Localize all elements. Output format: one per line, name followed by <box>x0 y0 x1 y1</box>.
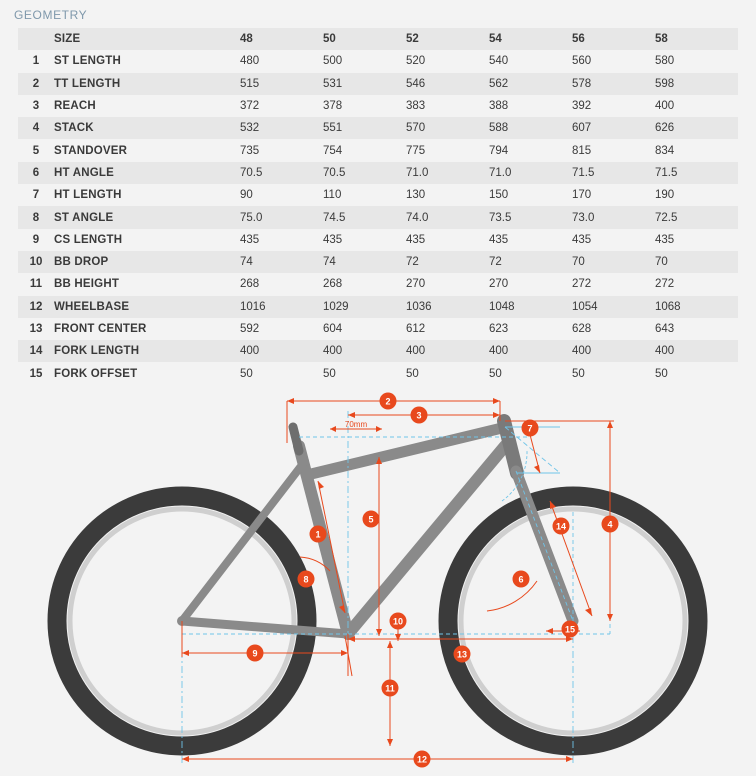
row-label: TT LENGTH <box>54 73 240 95</box>
table-row <box>18 206 738 228</box>
row-value: 70 <box>655 251 738 273</box>
row-num: 8 <box>18 206 54 228</box>
table-row <box>18 318 738 340</box>
row-value: 546 <box>406 73 489 95</box>
row-label: BB DROP <box>54 251 240 273</box>
row-label: BB HEIGHT <box>54 278 120 291</box>
row-num: 10 <box>18 251 54 273</box>
row-value: 794 <box>489 144 509 157</box>
row-value: 1048 <box>489 296 572 318</box>
row-value: 400 <box>489 340 572 362</box>
row-value: 383 <box>406 100 426 113</box>
row-value: 71.0 <box>406 162 489 184</box>
row-value: 50 <box>489 367 502 380</box>
row-value: 50 <box>323 367 336 380</box>
callout-label: 10 <box>392 616 404 627</box>
geometry-table <box>18 28 738 385</box>
table-row <box>18 251 738 273</box>
row-label: WHEELBASE <box>54 296 240 318</box>
row-value: 520 <box>406 55 426 68</box>
row-label: CS LENGTH <box>54 233 123 246</box>
row-value: 74.5 <box>323 206 406 228</box>
row-value: 71.0 <box>489 162 572 184</box>
row-value: 532 <box>240 117 323 139</box>
row-value: 540 <box>489 55 509 68</box>
row-value: 612 <box>406 323 426 335</box>
callout-label: 11 <box>385 683 395 694</box>
callout-10 <box>390 612 407 629</box>
row-value: 1036 <box>406 296 489 318</box>
table-row <box>18 139 738 161</box>
row-value: 70.5 <box>323 162 406 184</box>
callout-9 <box>247 644 264 661</box>
callout-label: 6 <box>518 574 524 585</box>
row-value: 74 <box>240 251 323 273</box>
row-value: 435 <box>655 233 675 246</box>
row-value: 50 <box>406 367 419 380</box>
row-value: 392 <box>572 100 592 113</box>
row-value: 607 <box>572 117 655 139</box>
callout-label: 2 <box>385 396 391 407</box>
row-value: 71.5 <box>655 162 738 184</box>
row-label: HT LENGTH <box>54 189 122 202</box>
header-size-3: 52 <box>406 28 489 50</box>
row-value: 435 <box>406 233 426 246</box>
header-num <box>18 28 54 50</box>
row-value: 435 <box>240 233 260 246</box>
row-value: 74.0 <box>406 206 489 228</box>
row-value: 623 <box>489 323 509 335</box>
row-value: 1016 <box>240 296 323 318</box>
row-num: 14 <box>18 340 54 362</box>
row-value: 592 <box>240 323 260 335</box>
callout-11 <box>382 679 399 696</box>
callout-label: 15 <box>564 624 576 635</box>
row-label: REACH <box>54 100 96 113</box>
row-value: 170 <box>572 189 592 202</box>
row-value: 1068 <box>655 296 738 318</box>
row-num: 12 <box>18 296 54 318</box>
callout-15 <box>562 620 579 637</box>
callout-6 <box>513 570 530 587</box>
row-value: 190 <box>655 189 675 202</box>
row-value: 72 <box>489 251 572 273</box>
row-value: 272 <box>572 278 592 291</box>
page-title: GEOMETRY <box>14 8 88 22</box>
row-value: 73.0 <box>572 206 655 228</box>
table-row <box>18 362 738 384</box>
header-size-4: 54 <box>489 28 572 50</box>
row-value: 388 <box>489 100 509 113</box>
callout-label: 9 <box>252 648 258 659</box>
row-value: 130 <box>406 189 426 202</box>
row-num: 6 <box>18 162 54 184</box>
row-value: 435 <box>572 233 592 246</box>
row-label: STACK <box>54 117 240 139</box>
row-label: ST LENGTH <box>54 55 121 68</box>
callout-8 <box>298 570 315 587</box>
table-row <box>18 73 738 95</box>
table-row <box>18 296 738 318</box>
table-row <box>18 229 738 251</box>
row-num: 4 <box>18 117 54 139</box>
row-value: 604 <box>323 323 343 335</box>
bike-geometry-diagram <box>0 391 756 771</box>
callout-2 <box>380 392 397 409</box>
row-value: 435 <box>323 233 343 246</box>
header-size-2: 50 <box>323 28 406 50</box>
callout-13 <box>454 645 471 662</box>
row-value: 562 <box>489 73 572 95</box>
row-value: 400 <box>240 340 323 362</box>
row-value: 400 <box>655 100 675 113</box>
table-row <box>18 50 738 72</box>
row-value: 626 <box>655 117 738 139</box>
row-value: 570 <box>406 117 489 139</box>
row-value: 1029 <box>323 296 406 318</box>
dim-70mm-label: 70mm <box>344 419 368 429</box>
header-size-1: 48 <box>240 28 323 50</box>
row-num: 5 <box>32 144 40 157</box>
callout-label: 1 <box>315 529 321 540</box>
row-value: 531 <box>323 73 406 95</box>
row-value: 815 <box>572 144 592 157</box>
row-num: 9 <box>32 233 40 246</box>
callout-5 <box>363 510 380 527</box>
row-value: 75.0 <box>240 206 323 228</box>
row-value: 400 <box>323 340 406 362</box>
row-value: 74 <box>323 251 406 273</box>
header-size-6: 58 <box>655 28 738 50</box>
row-value: 378 <box>323 100 343 113</box>
row-value: 588 <box>489 117 572 139</box>
row-value: 50 <box>572 367 585 380</box>
row-value: 400 <box>655 340 738 362</box>
callout-3 <box>411 406 428 423</box>
callout-label: 14 <box>555 521 567 532</box>
row-value: 400 <box>406 340 489 362</box>
row-value: 643 <box>655 323 675 335</box>
callout-label: 5 <box>368 514 374 525</box>
header-size-5: 56 <box>572 28 655 50</box>
table-row <box>18 184 738 206</box>
row-value: 270 <box>406 278 426 291</box>
callout-12 <box>414 750 431 767</box>
row-value: 72.5 <box>655 206 738 228</box>
row-value: 50 <box>240 367 253 380</box>
table-row <box>18 273 738 295</box>
row-label: STANDOVER <box>54 144 128 157</box>
row-value: 268 <box>323 278 343 291</box>
callout-14 <box>553 517 570 534</box>
row-value: 628 <box>572 323 592 335</box>
row-value: 480 <box>240 55 260 68</box>
callout-label: 13 <box>456 649 468 660</box>
row-value: 578 <box>572 73 655 95</box>
row-value: 268 <box>240 278 260 291</box>
row-value: 70 <box>572 251 655 273</box>
row-value: 110 <box>323 189 342 202</box>
row-value: 372 <box>240 100 260 113</box>
geometry-diagram-wrap <box>0 391 756 771</box>
row-value: 834 <box>655 144 675 157</box>
row-label: HT ANGLE <box>54 162 240 184</box>
callout-7 <box>522 419 539 436</box>
row-label: FORK OFFSET <box>54 367 138 380</box>
row-label: FRONT CENTER <box>54 323 147 335</box>
row-value: 71.5 <box>572 162 655 184</box>
row-value: 551 <box>323 117 406 139</box>
row-value: 50 <box>655 367 668 380</box>
row-value: 754 <box>323 144 343 157</box>
callout-label: 12 <box>416 754 428 765</box>
row-label: FORK LENGTH <box>54 340 240 362</box>
row-value: 515 <box>240 73 323 95</box>
row-value: 735 <box>240 144 260 157</box>
row-num: 2 <box>18 73 54 95</box>
row-num: 7 <box>32 189 40 202</box>
row-num: 13 <box>29 323 43 335</box>
row-value: 270 <box>489 278 509 291</box>
row-value: 90 <box>240 189 253 202</box>
row-value: 72 <box>406 251 489 273</box>
row-value: 400 <box>572 340 655 362</box>
callout-label: 4 <box>607 519 613 530</box>
row-value: 580 <box>655 55 675 68</box>
table-row <box>18 340 738 362</box>
row-value: 272 <box>655 278 675 291</box>
callout-1 <box>310 525 327 542</box>
table-header-row <box>18 28 738 50</box>
row-label: ST ANGLE <box>54 206 240 228</box>
row-value: 73.5 <box>489 206 572 228</box>
row-num: 11 <box>29 278 43 291</box>
row-num: 3 <box>32 100 40 113</box>
row-value: 775 <box>406 144 426 157</box>
row-value: 70.5 <box>240 162 323 184</box>
table-row <box>18 162 738 184</box>
row-value: 500 <box>323 55 343 68</box>
row-value: 150 <box>489 189 509 202</box>
row-num: 15 <box>29 367 43 380</box>
row-value: 560 <box>572 55 592 68</box>
callout-label: 8 <box>303 574 309 585</box>
callout-label: 3 <box>416 410 422 421</box>
table-row <box>18 117 738 139</box>
callout-label: 7 <box>527 423 533 434</box>
row-value: 435 <box>489 233 509 246</box>
callout-4 <box>602 515 619 532</box>
geometry-table-body <box>18 28 738 385</box>
header-label: SIZE <box>54 28 240 50</box>
row-value: 598 <box>655 73 738 95</box>
row-num: 1 <box>32 55 40 68</box>
table-row <box>18 95 738 117</box>
row-value: 1054 <box>572 296 655 318</box>
